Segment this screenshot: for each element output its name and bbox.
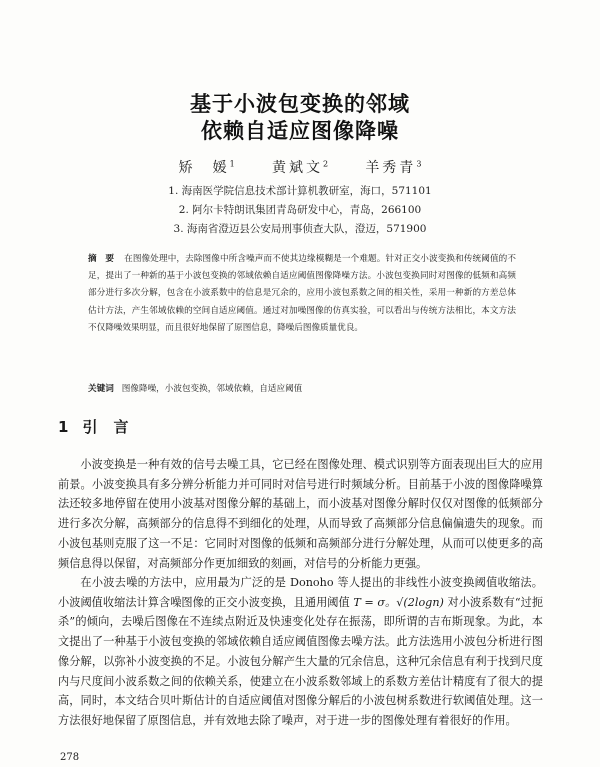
section-heading <box>58 416 144 437</box>
page-number: 278 <box>60 752 80 763</box>
paragraph-text <box>58 573 543 731</box>
author-name: 羊秀青 <box>365 160 417 176</box>
author-affiliation-mark: 1 <box>229 159 235 169</box>
affiliation: 3. 海南省澄迈县公安局刑事侦查大队，澄迈，571900 <box>173 223 427 235</box>
abstract <box>88 251 516 337</box>
section-number: 1 <box>58 418 69 436</box>
keywords-label: 关键词 <box>88 384 114 394</box>
keywords-text: 图像降噪，小波包变换，邻域依赖，自适应阈值 <box>121 384 303 394</box>
paper-title-line-2: 依赖自适应图像降噪 <box>201 119 399 143</box>
section-title: 引言 <box>82 418 145 436</box>
threshold-formula: T = σ。√(2logn) <box>353 595 444 609</box>
paragraph-text-before-formula: 在小波去噪的方法中，应用最为广泛的是 Donoho 等人提出的非线性小波变换阈值收缩法。小波阈值收缩法计算含噪图像的正交小波变换，且通用阈值 <box>58 576 543 609</box>
author-name: 黄斌文 <box>271 160 323 176</box>
abstract-label: 摘 要 <box>88 254 115 264</box>
keywords <box>88 382 516 394</box>
affiliation: 2. 阿尔卡特朗讯集团青岛研发中心，青岛，266100 <box>178 204 422 216</box>
paragraph-text-after-formula: 对小波系数有“过扼杀”的倾向，去噪后图像在不连续点附近及快速变化处存在振荡，即所谓的吉布斯现象。为此，本文提出了一种基于小波包变换的邻域依赖自适应阈值图像去噪方法。此方法选用小波包分析进行图像分解，以弥补小波变换的不足。小波包分解产生大量的冗余信息，这种冗余信息有利于找到尺度内与尺度间小波系数之间的依赖关系，使建立在小波系数邻域上的系数方差估计精度有了很大的提高，同时，本文结合贝叶斯估计的自适应阈值对图像分解后的小波包树系数进行软阈值处理。这一方法很好地保留了原图信息，并有效地去除了噪声，对于进一步的图像处理有着很好的作用。 <box>58 595 544 727</box>
author-affiliation-mark: 3 <box>416 159 422 169</box>
paragraph-text: 小波变换是一种有效的信号去噪工具，它已经在图像处理、模式识别等方面表现出巨大的应用前景。小波变换具有多分辨分析能力并可同时对信号进行时频域分析。目前基于小波的图像降噪算法还较多地停留在使用小波基对图像分解的基础上，而小波基对图像分解时仅仅对图像的低频部分进行多次分解，高频部分的信息得不到细化的处理，从而导致了高频部分信息偏偏遗失的现象。而小波包基则克服了这一不足：它同时对图像的低频和高频部分进行分解处理，从而可以使更多的高频信息得以保留，对高频部分作更加细致的刻画，对信号的分析能力更强。 <box>58 458 543 570</box>
affiliation: 1. 海南医学院信息技术部计算机教研室，海口，571101 <box>168 185 432 197</box>
author-list <box>0 157 600 177</box>
author-name: 矫 媛 <box>178 160 230 176</box>
body-paragraph-2 <box>58 573 543 731</box>
paper-title-line-1: 基于小波包变换的邻域 <box>190 92 410 116</box>
body-paragraph-1 <box>58 455 543 573</box>
abstract-text: 在图像处理中，去除图像中所含噪声而不使其边缘模糊是一个难题。针对正交小波变换和传统阈值的不足，提出了一种新的基于小波包变换的邻域依赖自适应阈值图像降噪方法。小波包变换同时对图像的低频和高频部分进行多次分解，包含在小波系数中的信息是冗余的，应用小波包系数之间的相关性，采用一种新的方差总体估计方法，产生邻域依赖的空间自适应阈值。通过对加噪图像的仿真实验，可以看出与传统方法相比，本文方法不仅降噪效果明显，而且很好地保留了原图信息，降噪后图像质量优良。 <box>88 254 516 333</box>
author-affiliation-mark: 2 <box>322 159 329 169</box>
